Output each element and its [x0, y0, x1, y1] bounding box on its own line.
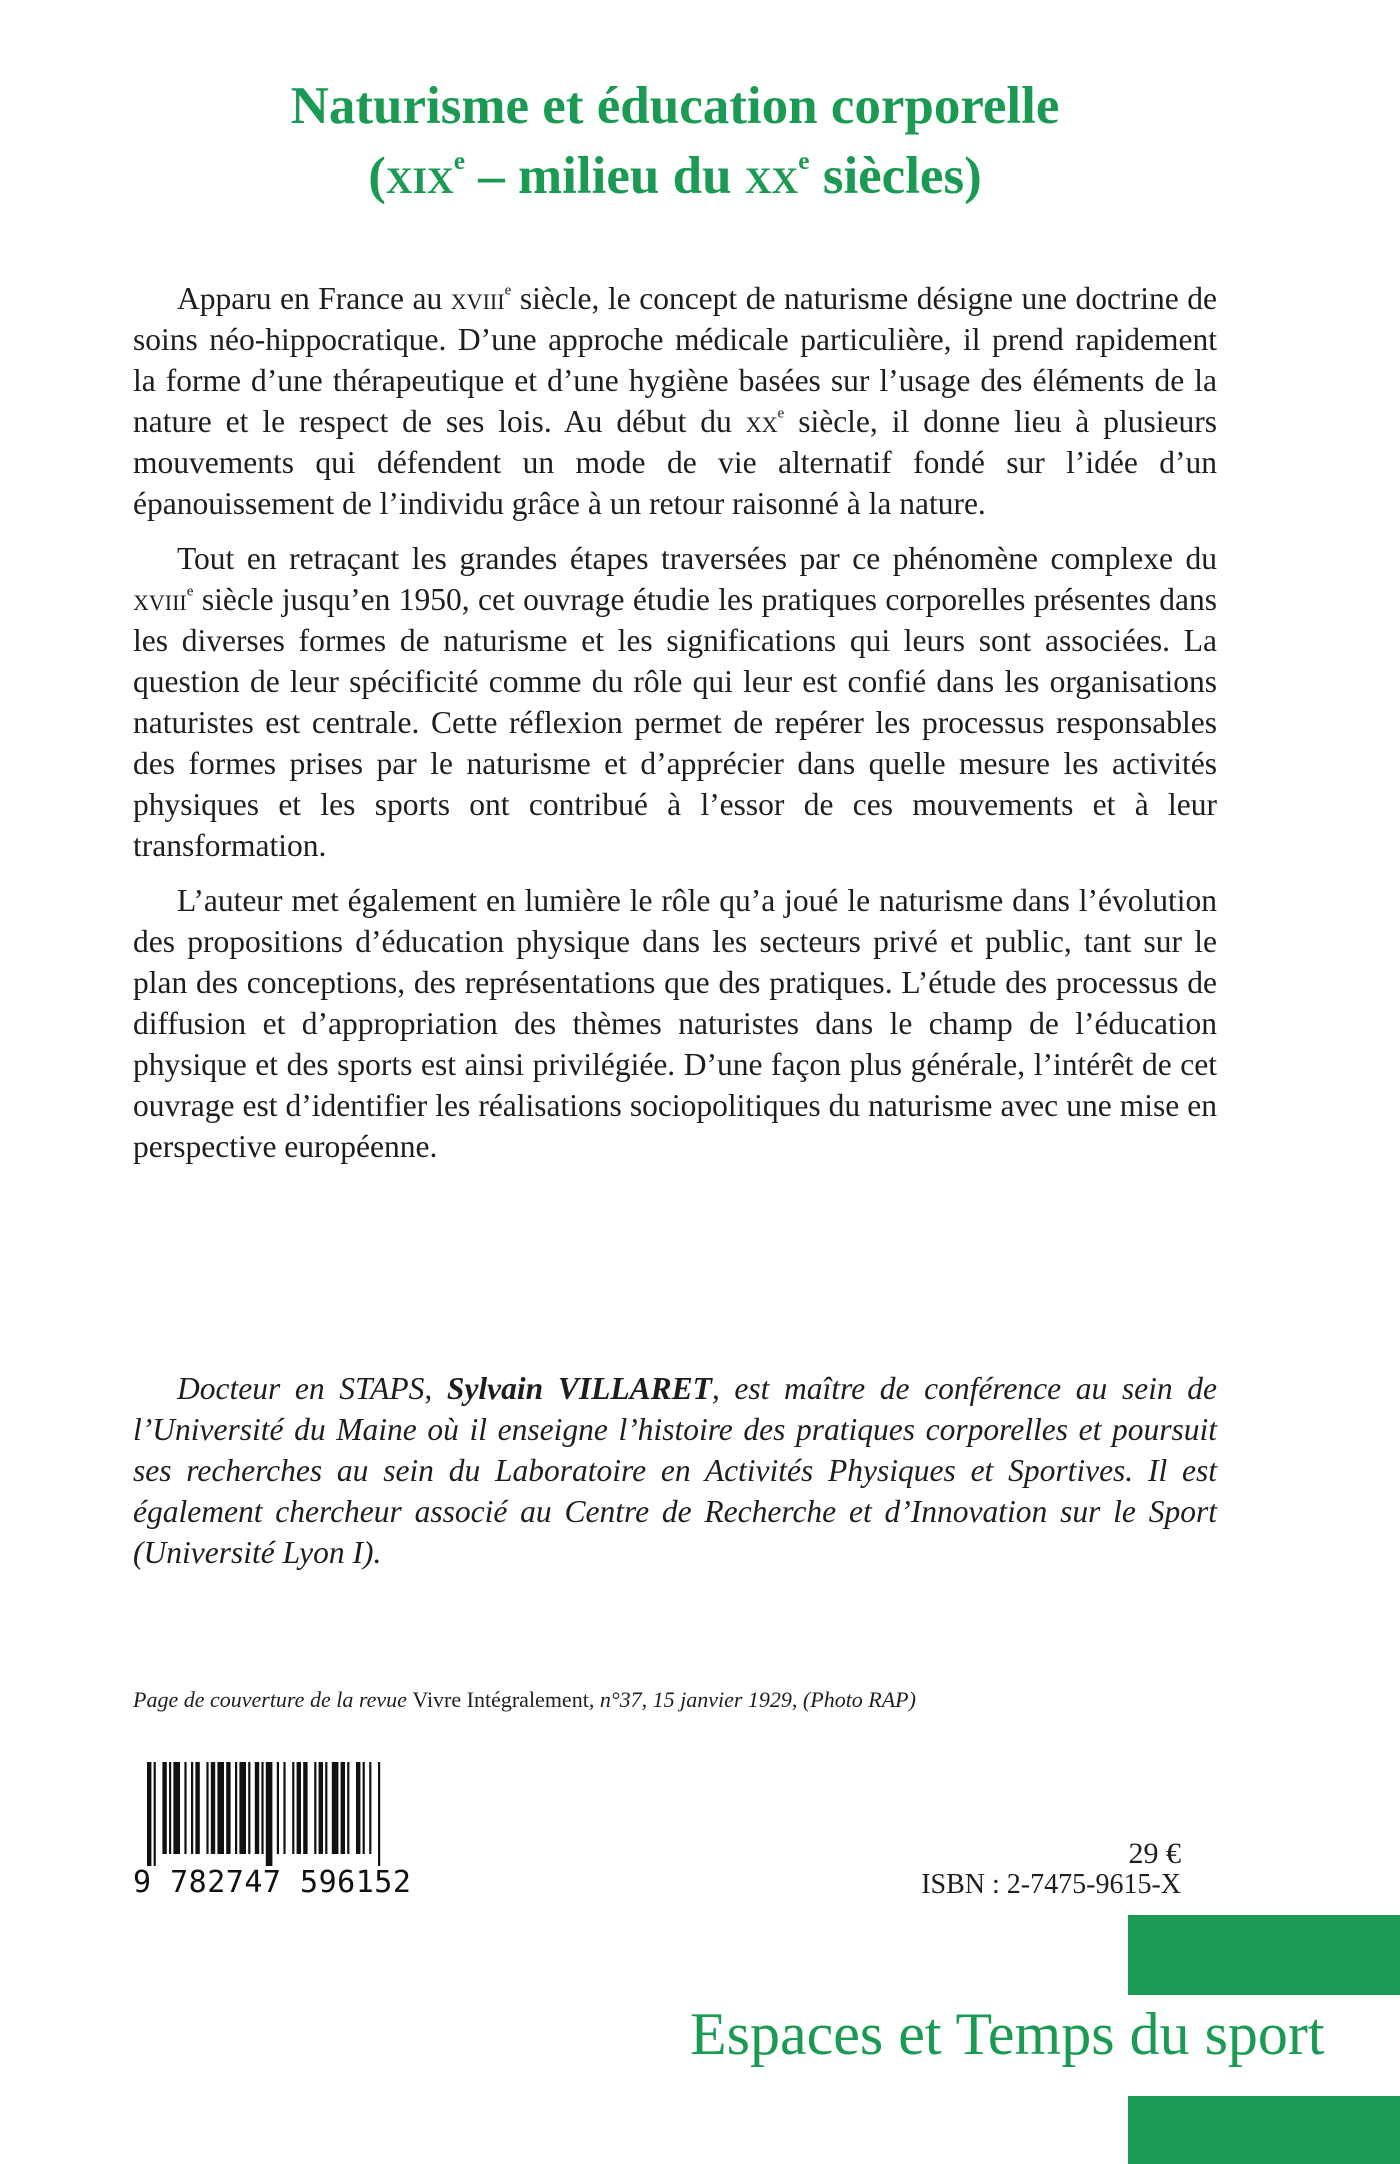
barcode-bar [239, 1762, 246, 1854]
barcode-bar [162, 1762, 166, 1854]
author-bio-lead: Docteur en STAPS, [177, 1371, 447, 1406]
blurb-p1-century-2-suffix: e [777, 405, 785, 422]
barcode-bar [325, 1762, 327, 1854]
century-19: xix [385, 147, 454, 205]
barcode-bar [173, 1762, 180, 1854]
blurb-paragraph-3: L’auteur met également en lumière le rôle qu’a joué le naturisme dans l’évolution des propositions d’éducation physique dans les secteurs privé et public, tant sur le plan des conceptions, des représentations que des pratiques. L’étude des processus de diffusion et d’appropriation des thèmes naturistes dans le champ de l’éducation physique et des sports est ainsi privilégiée. D’une façon plus générale, l’intérêt de cet ouvrage est d’identifier les réalisations sociopolitiques du naturisme avec une mise en perspective européenne. [133, 883, 1217, 1164]
book-blurb [133, 278, 1217, 1181]
blurb-p1-text-c: siècle, il donne lieu à plusieurs mouvements qui défendent un mode de vie alternatif fondé sur l’idée d’un épanouissement de l’individu grâce à un retour raisonné à la nature. [133, 404, 1217, 521]
barcode-bar [184, 1762, 186, 1854]
cover-photo-credit [133, 1686, 916, 1714]
book-price: 29 € [1128, 1837, 1181, 1870]
blurb-p2-century: xviii [133, 582, 187, 617]
author-name: Sylvain VILLARET [446, 1371, 712, 1406]
barcode-bar [154, 1762, 156, 1866]
barcode-bar [217, 1762, 224, 1854]
barcode-bar [378, 1762, 380, 1866]
barcode-bar [255, 1762, 259, 1854]
barcode-bar [226, 1762, 230, 1854]
barcode-bar [266, 1762, 273, 1866]
blurb-p1-text-b: siècle, le concept de naturisme désigne une doctrine de soins néo-hippocratique. D’une approche médicale particulière, il prend rapidement la forme d’une thérapeutique et d’une hygiène basées sur l’usage des éléments de la nature et le respect de ses lois. Au début du [133, 281, 1217, 439]
barcode-digits: 9 782747 596152 [133, 1865, 412, 1900]
blurb-p1-century-suffix: e [504, 282, 512, 299]
subtitle-end: siècles) [809, 147, 982, 205]
barcode-bar [297, 1762, 301, 1854]
barcode-bar [235, 1762, 237, 1854]
book-title: Naturisme et éducation corporelle [290, 77, 1060, 135]
blurb-p2-century-suffix: e [186, 583, 194, 600]
barcode-bars [133, 1762, 463, 1866]
credit-journal: Vivre Intégralement [412, 1687, 589, 1712]
blurb-p2-text-a: Tout en retraçant les grandes étapes traversées par ce phénomène complexe du [177, 541, 1217, 576]
series-color-block-top [1128, 1915, 1400, 1995]
barcode-bar [248, 1762, 250, 1854]
credit-lead: Page de couverture de la revue [133, 1687, 413, 1712]
credit-rest: , n°37, 15 janvier 1929, (Photo RAP) [588, 1687, 916, 1712]
barcode-bar [363, 1762, 365, 1854]
barcode-bar [341, 1762, 345, 1854]
century-20: xx [744, 147, 799, 205]
barcode-bar [147, 1762, 151, 1866]
blurb-p1-text-a: Apparu en France au [177, 281, 451, 316]
barcode-bar [356, 1762, 360, 1854]
barcode-bar [211, 1762, 215, 1854]
barcode-bar [195, 1762, 199, 1854]
barcode-bar [319, 1762, 323, 1854]
subtitle-open: ( [368, 147, 386, 205]
book-isbn: ISBN : 2-7475-9615-X [921, 1869, 1181, 1900]
barcode-bar [191, 1762, 193, 1854]
blurb-p1-century-2: xx [745, 404, 778, 439]
series-color-block-bottom [1128, 2096, 1400, 2164]
century-20-suffix: e [798, 145, 810, 175]
barcode-bar [206, 1762, 208, 1854]
author-bio-rest: , est maître de conférence au sein de l’Université du Maine où il enseigne l’histoire des pratiques corporelles et poursuit ses recherches au sein du Laboratoire en Activités Physiques et Sportives. Il est également chercheur associé au Centre de Recherche et d’Innovation sur le Sport (Université Lyon I). [133, 1371, 1217, 1570]
blurb-p2-text-b: siècle jusqu’en 1950, cet ouvrage étudie les pratiques corporelles présentes dans les diverses formes de naturisme et les significations qui leurs sont associées. La question de leur spécificité comme du rôle qui leur est confié dans les organisations naturistes est centrale. Cette réflexion permet de repérer les processus responsables des formes prises par le naturisme et d’apprécier dans quelle mesure les activités physiques et les sports ont contribué à l’essor de ces mouvements et à leur transformation. [133, 582, 1217, 863]
blurb-p1-century: xviii [450, 281, 505, 316]
barcode-bar [369, 1762, 371, 1854]
book-subtitle [0, 146, 1350, 206]
barcode-bar [261, 1762, 263, 1854]
barcode-bar [169, 1762, 171, 1854]
barcode-bar [347, 1762, 349, 1854]
author-bio-paragraph [133, 1368, 1217, 1573]
blurb-paragraph-1 [133, 278, 1217, 524]
barcode-bar [314, 1762, 316, 1854]
barcode-bar [292, 1762, 294, 1854]
author-bio [133, 1368, 1217, 1573]
century-19-suffix: e [453, 145, 466, 175]
blurb-paragraph-2 [133, 538, 1217, 866]
subtitle-middle: – milieu du [465, 147, 745, 205]
barcode-bar [283, 1762, 285, 1854]
barcode-bar [277, 1762, 279, 1854]
series-title: Espaces et Temps du sport [690, 2001, 1325, 2067]
barcode-bar [303, 1762, 307, 1854]
barcode-bar [332, 1762, 339, 1854]
